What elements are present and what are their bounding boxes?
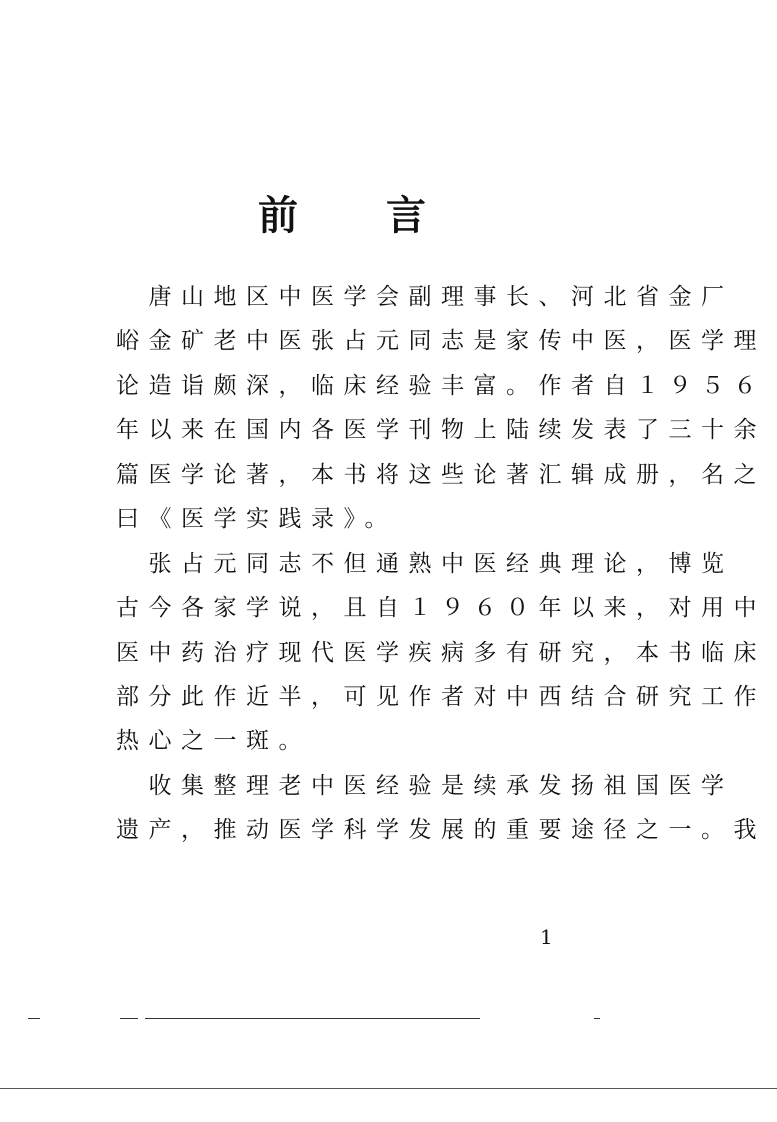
text-line: 曰《医学实践录》。 — [116, 506, 397, 532]
title-char-2: 言 — [386, 192, 426, 239]
text-line: 论造诣颇深，临床经验丰富。作者自１９５６ — [116, 373, 766, 399]
text-line: 张占元同志不但通熟中医经典理论，博览 — [116, 551, 734, 577]
text-line: 医中药治疗现代医学疾病多有研究，本书临床 — [116, 640, 766, 666]
text-line: 遗产，推动医学科学发展的重要途径之一。我 — [116, 817, 766, 843]
scan-mark — [145, 1018, 480, 1019]
text-line: 篇医学论著，本书将这些论著汇辑成册，名之 — [116, 462, 766, 488]
text-line: 部分此作近半，可见作者对中西结合研究工作 — [116, 684, 766, 710]
text-line: 收集整理老中医经验是续承发扬祖国医学 — [116, 773, 734, 799]
text-line: 热心之一斑。 — [116, 728, 311, 754]
page-number: 1 — [540, 925, 553, 949]
page-bottom-rule — [0, 1088, 777, 1089]
scan-mark — [594, 1018, 600, 1019]
scan-mark — [28, 1018, 40, 1019]
text-line: 年以来在国内各医学刊物上陆续发表了三十余 — [116, 417, 766, 443]
text-line: 峪金矿老中医张占元同志是家传中医，医学理 — [116, 328, 766, 354]
scan-mark — [120, 1018, 138, 1019]
title-char-1: 前 — [258, 192, 298, 239]
text-line: 唐山地区中医学会副理事长、河北省金厂 — [116, 284, 734, 310]
text-line: 古今各家学说，且自１９６０年以来，对用中 — [116, 595, 766, 621]
